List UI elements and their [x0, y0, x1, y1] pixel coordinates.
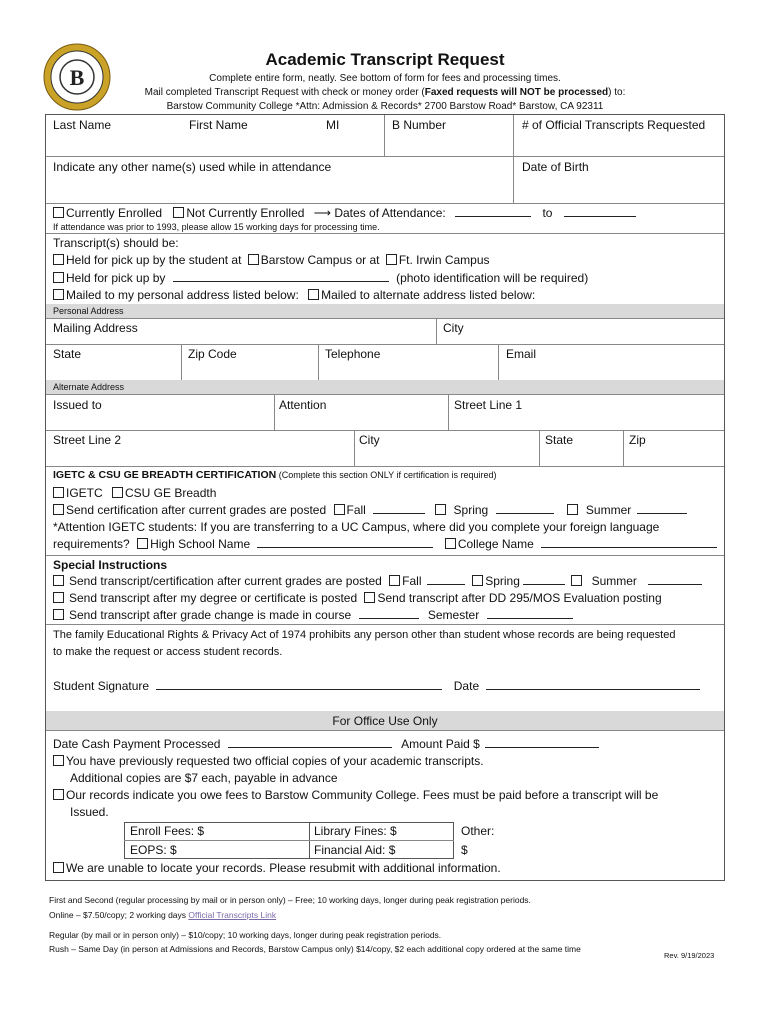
arrow-right-icon: ⟶	[313, 206, 331, 220]
college-field[interactable]	[541, 538, 717, 548]
street-line-2-label: Street Line 2	[53, 433, 122, 447]
mail-alternate-checkbox[interactable]	[308, 289, 319, 300]
igetc-fall-checkbox[interactable]	[334, 504, 345, 515]
official-transcripts-link[interactable]: Official Transcripts Link	[188, 910, 277, 920]
signature-row: Student Signature Date	[53, 679, 700, 693]
special-row-1: Send transcript/certification after current grades are posted Fall Spring Summer	[53, 574, 702, 588]
send-certification-checkbox[interactable]	[53, 504, 64, 515]
telephone-label: Telephone	[325, 347, 381, 361]
enrollment-row: Currently Enrolled Not Currently Enrolled ⟶ Dates of Attendance: to	[53, 206, 636, 220]
irwin-campus-checkbox[interactable]	[386, 254, 397, 265]
igetc-fall-field[interactable]	[373, 504, 425, 514]
first-name-label: First Name	[189, 118, 248, 132]
unable-locate-row: We are unable to locate your records. Please resubmit with additional information.	[53, 861, 501, 875]
pickup-by-checkbox[interactable]	[53, 272, 64, 283]
instructions-line-1: Complete entire form, neatly. See bottom of form for fees and processing times.	[209, 73, 561, 84]
previous-request-checkbox[interactable]	[53, 755, 64, 766]
mail-row: Mailed to my personal address listed below: Mailed to alternate address listed below:	[53, 288, 535, 302]
library-fines-label: Library Fines: $	[314, 824, 397, 838]
special-summer-checkbox[interactable]	[571, 575, 582, 586]
alternate-address-heading: Alternate Address	[53, 382, 125, 392]
special-row-3: Send transcript after grade change is made in course Semester	[53, 608, 573, 622]
dd295-checkbox[interactable]	[364, 592, 375, 603]
unable-locate-checkbox[interactable]	[53, 862, 64, 873]
pickup-by-row: Held for pick up by (photo identification will be required)	[53, 271, 588, 285]
send-after-grade-change-checkbox[interactable]	[53, 609, 64, 620]
instructions-line-2: Mail completed Transcript Request with check or money order (Faxed requests will NOT be processed) to:	[144, 87, 626, 98]
high-school-field[interactable]	[257, 538, 433, 548]
fee-line-free: First and Second (regular processing by mail or in person only) – Free; 10 working days, longer during peak registration periods.	[49, 895, 531, 905]
other-dollar-label: $	[461, 843, 468, 857]
personal-address-band	[46, 304, 724, 318]
signature-date-field[interactable]	[486, 680, 700, 690]
issued-text: Issued.	[70, 805, 109, 819]
fee-line-rush: Rush – Same Day (in person at Admissions and Records, Barstow Campus only) $14/copy, $2 each additional copy ordered at the same time	[49, 944, 581, 954]
last-name-label: Last Name	[53, 118, 112, 132]
owe-fees-checkbox[interactable]	[53, 789, 64, 800]
issued-to-label: Issued to	[53, 398, 102, 412]
barstow-campus-checkbox[interactable]	[248, 254, 259, 265]
attendance-to-field[interactable]	[564, 207, 636, 217]
igetc-heading: IGETC & CSU GE BREADTH CERTIFICATION (Complete this section ONLY if certification is required)	[53, 469, 497, 481]
amount-paid-field[interactable]	[485, 738, 599, 748]
state-label: State	[53, 347, 82, 361]
pickup-student-row: Held for pick up by the student at Barstow Campus or at Ft. Irwin Campus	[53, 253, 490, 267]
street-line-1-label: Street Line 1	[454, 398, 523, 412]
enroll-fees-label: Enroll Fees: $	[130, 824, 205, 838]
other-names-label: Indicate any other name(s) used while in attendance	[53, 160, 332, 174]
alternate-address-band	[46, 380, 724, 394]
special-instructions-heading: Special Instructions	[53, 558, 168, 572]
city-label: City	[443, 321, 464, 335]
page-title: Academic Transcript Request	[265, 50, 505, 69]
semester-field[interactable]	[487, 609, 573, 619]
special-row-2: Send transcript after my degree or certificate is posted Send transcript after DD 295/MOS Evaluation posting	[53, 591, 662, 605]
ferpa-line-2: to make the request or access student records.	[53, 646, 283, 658]
copies-requested-label: # of Official Transcripts Requested	[522, 118, 706, 132]
alt-zip-label: Zip	[629, 433, 646, 447]
igetc-summer-checkbox[interactable]	[567, 504, 578, 515]
student-signature-field[interactable]	[156, 680, 442, 690]
language-requirements-row: requirements? High School Name College Name	[53, 537, 717, 551]
high-school-checkbox[interactable]	[137, 538, 148, 549]
igetc-checkbox[interactable]	[53, 487, 64, 498]
special-fall-checkbox[interactable]	[389, 575, 400, 586]
special-spring-checkbox[interactable]	[472, 575, 483, 586]
b-number-label: B Number	[392, 118, 447, 132]
currently-enrolled-checkbox[interactable]	[53, 207, 64, 218]
fee-line-online: Online – $7.50/copy; 2 working days Official Transcripts Link	[49, 910, 277, 920]
cash-date-field[interactable]	[228, 738, 392, 748]
fee-line-regular: Regular (by mail or in person only) – $10/copy; 10 working days, longer during peak registration periods.	[49, 930, 442, 940]
send-after-grades-checkbox[interactable]	[53, 575, 64, 586]
pickup-student-checkbox[interactable]	[53, 254, 64, 265]
alt-city-label: City	[359, 433, 380, 447]
special-fall-field[interactable]	[427, 575, 465, 585]
igetc-attention-line: *Attention IGETC students: If you are transferring to a UC Campus, where did you complete your foreign language	[53, 520, 660, 534]
mail-personal-checkbox[interactable]	[53, 289, 64, 300]
course-field[interactable]	[359, 609, 419, 619]
not-enrolled-checkbox[interactable]	[173, 207, 184, 218]
logo-letter: B	[69, 65, 85, 90]
revision-date: Rev. 9/19/2023	[664, 951, 715, 960]
attendance-from-field[interactable]	[455, 207, 531, 217]
email-label: Email	[506, 347, 537, 361]
request-form	[45, 114, 725, 881]
special-summer-field[interactable]	[648, 575, 702, 585]
alt-state-label: State	[545, 433, 574, 447]
igetc-summer-field[interactable]	[637, 504, 687, 514]
mi-label: MI	[326, 118, 340, 132]
financial-aid-label: Financial Aid: $	[314, 843, 396, 857]
attention-label: Attention	[279, 398, 327, 412]
send-after-degree-checkbox[interactable]	[53, 592, 64, 603]
igetc-spring-field[interactable]	[496, 504, 554, 514]
mailing-address-label: Mailing Address	[53, 321, 138, 335]
ferpa-line-1: The family Educational Rights & Privacy Act of 1974 prohibits any person other than student whose records are being requested	[53, 629, 676, 641]
other-label: Other:	[461, 824, 495, 838]
send-certification-row: Send certification after current grades are posted Fall Spring Summer	[53, 503, 687, 517]
office-use-heading: For Office Use Only	[332, 714, 438, 728]
zip-code-label: Zip Code	[188, 347, 237, 361]
eops-label: EOPS: $	[130, 843, 177, 857]
cash-payment-row: Date Cash Payment Processed Amount Paid $	[53, 737, 599, 751]
previous-request-row: You have previously requested two official copies of your academic transcripts.	[53, 754, 484, 768]
college-checkbox[interactable]	[445, 538, 456, 549]
additional-copies-note: Additional copies are $7 each, payable in advance	[70, 771, 338, 785]
transcripts-heading: Transcript(s) should be:	[53, 236, 179, 250]
igetc-options-row: IGETC CSU GE Breadth	[53, 486, 216, 500]
owe-fees-row: Our records indicate you owe fees to Barstow Community College. Fees must be paid before a transcript will be	[53, 788, 658, 802]
personal-address-heading: Personal Address	[53, 306, 124, 316]
date-of-birth-label: Date of Birth	[522, 160, 589, 174]
special-spring-field[interactable]	[523, 575, 565, 585]
csu-ge-checkbox[interactable]	[112, 487, 123, 498]
mailing-address-line: Barstow Community College *Attn: Admission & Records* 2700 Barstow Road* Barstow, CA 92311	[166, 101, 604, 112]
attendance-note: If attendance was prior to 1993, please allow 15 working days for processing time.	[53, 222, 380, 232]
igetc-spring-checkbox[interactable]	[435, 504, 446, 515]
pickup-by-field[interactable]	[173, 272, 389, 282]
